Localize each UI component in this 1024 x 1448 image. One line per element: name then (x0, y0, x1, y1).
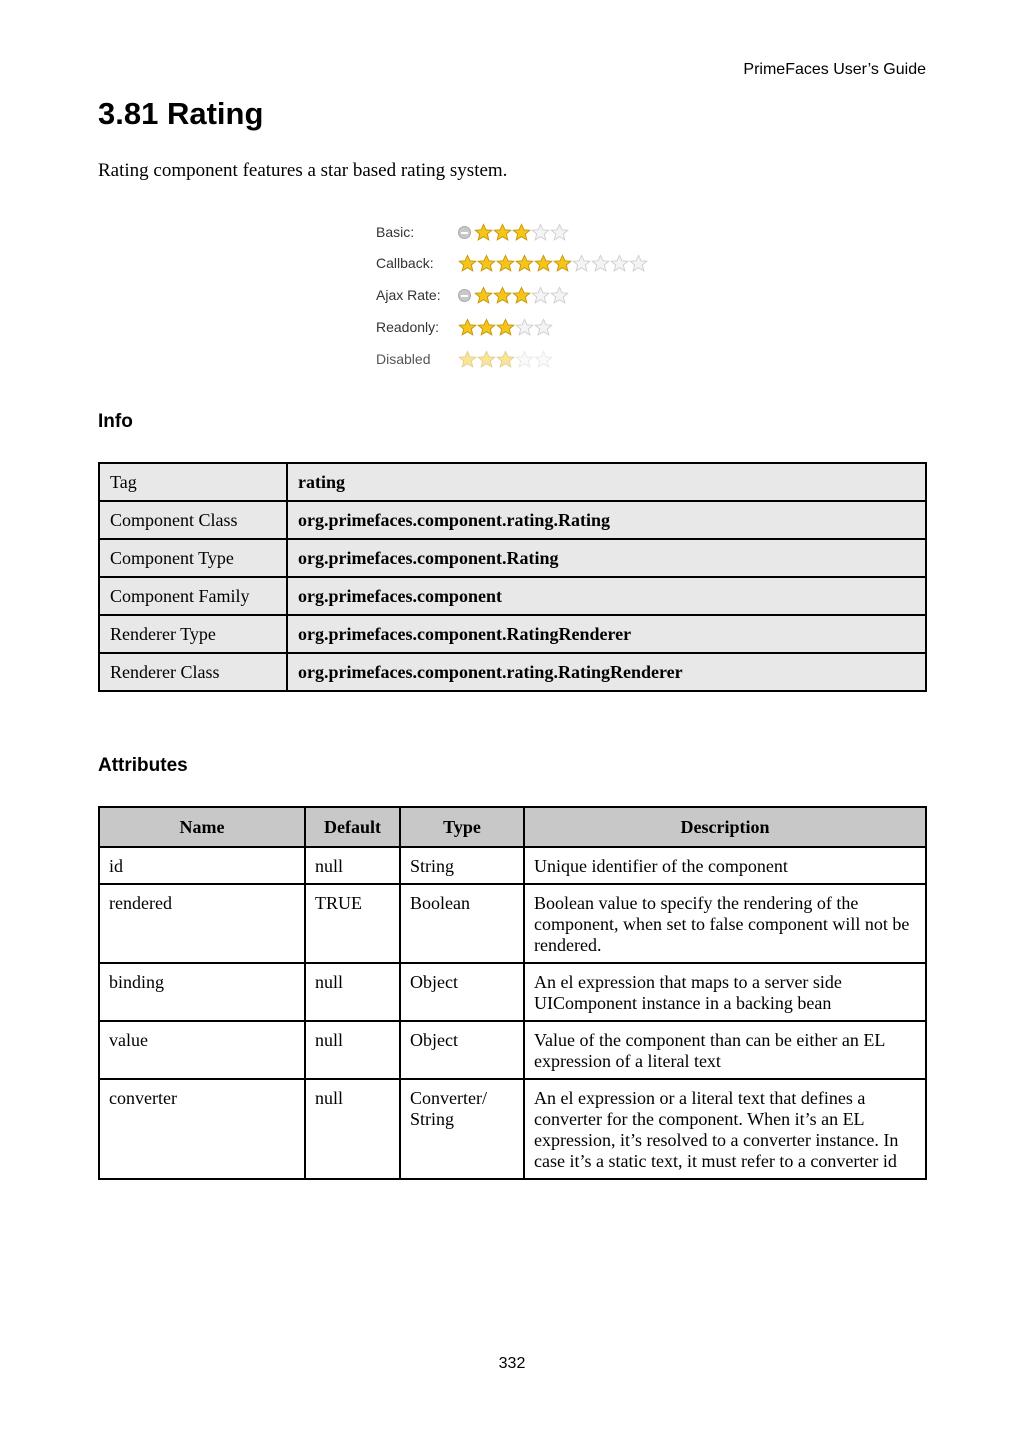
star-filled-icon (496, 318, 515, 337)
info-key: Renderer Class (99, 653, 287, 691)
attr-name: binding (99, 963, 305, 1021)
attr-default: null (305, 847, 400, 884)
info-key: Renderer Type (99, 615, 287, 653)
attr-type: Object (400, 1021, 524, 1079)
info-key: Component Class (99, 501, 287, 539)
demo-row-ajax-rate (376, 281, 569, 309)
info-heading: Info (98, 411, 133, 432)
star-filled-icon[interactable] (515, 254, 534, 273)
info-value: org.primefaces.component.rating.RatingRenderer (287, 653, 926, 691)
attributes-heading: Attributes (98, 755, 188, 776)
demo-label: Basic: (376, 224, 415, 240)
attr-name: converter (99, 1079, 305, 1179)
star-empty-icon[interactable] (629, 254, 648, 273)
cancel-rating-icon[interactable] (458, 226, 471, 239)
attr-default: null (305, 1021, 400, 1079)
info-value: org.primefaces.component (287, 577, 926, 615)
info-key: Tag (99, 463, 287, 501)
table-row (99, 539, 926, 577)
star-filled-icon[interactable] (512, 286, 531, 305)
demo-label: Disabled (376, 351, 431, 367)
star-group (458, 318, 553, 337)
info-value: rating (287, 463, 926, 501)
attr-description: Boolean value to specify the rendering of the component, when set to false component will not be rendered. (524, 884, 926, 963)
star-filled-icon (496, 350, 515, 369)
star-filled-icon[interactable] (493, 286, 512, 305)
demo-label: Ajax Rate: (376, 287, 441, 303)
star-filled-icon[interactable] (496, 254, 515, 273)
table-row (99, 463, 926, 501)
star-filled-icon[interactable] (458, 254, 477, 273)
star-empty-icon[interactable] (531, 223, 550, 242)
star-empty-icon[interactable] (572, 254, 591, 273)
attr-description: Value of the component than can be either an EL expression of a literal text (524, 1021, 926, 1079)
attr-name: value (99, 1021, 305, 1079)
info-value: org.primefaces.component.Rating (287, 539, 926, 577)
star-empty-icon[interactable] (550, 286, 569, 305)
attr-default: null (305, 1079, 400, 1179)
star-group[interactable] (458, 254, 648, 273)
attr-description: An el expression that maps to a server side UIComponent instance in a backing bean (524, 963, 926, 1021)
demo-row-readonly (376, 313, 553, 341)
table-row (99, 653, 926, 691)
star-empty-icon (515, 350, 534, 369)
star-filled-icon[interactable] (553, 254, 572, 273)
star-filled-icon (458, 350, 477, 369)
info-key: Component Family (99, 577, 287, 615)
intro-text: Rating component features a star based rating system. (98, 160, 508, 181)
star-empty-icon (534, 350, 553, 369)
attr-default: null (305, 963, 400, 1021)
attr-type: Converter/ String (400, 1079, 524, 1179)
attributes-table (98, 806, 927, 1180)
table-row (99, 615, 926, 653)
star-filled-icon[interactable] (534, 254, 553, 273)
table-row (99, 847, 926, 884)
attr-default: TRUE (305, 884, 400, 963)
demo-label: Readonly: (376, 319, 440, 335)
info-value: org.primefaces.component.rating.Rating (287, 501, 926, 539)
star-group[interactable] (458, 223, 569, 242)
attr-type: String (400, 847, 524, 884)
column-header-description: Description (524, 807, 926, 847)
star-filled-icon[interactable] (493, 223, 512, 242)
table-header-row (99, 807, 926, 847)
star-filled-icon (477, 350, 496, 369)
star-group (458, 350, 553, 369)
star-filled-icon[interactable] (512, 223, 531, 242)
running-header: PrimeFaces User’s Guide (743, 61, 926, 78)
star-group[interactable] (458, 286, 569, 305)
star-empty-icon[interactable] (550, 223, 569, 242)
demo-row-callback (376, 249, 648, 277)
attr-type: Object (400, 963, 524, 1021)
star-empty-icon (534, 318, 553, 337)
table-row (99, 501, 926, 539)
info-table (98, 462, 927, 692)
attr-description: Unique identifier of the component (524, 847, 926, 884)
demo-row-basic (376, 218, 569, 246)
star-empty-icon[interactable] (531, 286, 550, 305)
attr-type: Boolean (400, 884, 524, 963)
star-empty-icon[interactable] (610, 254, 629, 273)
demo-row-disabled (376, 345, 553, 373)
star-empty-icon (515, 318, 534, 337)
info-value: org.primefaces.component.RatingRenderer (287, 615, 926, 653)
page-number: 332 (498, 1355, 526, 1372)
star-empty-icon[interactable] (591, 254, 610, 273)
column-header-name: Name (99, 807, 305, 847)
cancel-rating-icon[interactable] (458, 289, 471, 302)
table-row (99, 884, 926, 963)
star-filled-icon[interactable] (474, 223, 493, 242)
attr-description: An el expression or a literal text that defines a converter for the component. When it’s an EL expression, it’s resolved to a converter instance. In case it’s a static text, it must refer to a converter id (524, 1079, 926, 1179)
star-filled-icon (477, 318, 496, 337)
table-row (99, 577, 926, 615)
section-title: 3.81 Rating (98, 96, 264, 131)
table-row (99, 1021, 926, 1079)
demo-label: Callback: (376, 255, 434, 271)
star-filled-icon (458, 318, 477, 337)
attr-name: rendered (99, 884, 305, 963)
table-row (99, 963, 926, 1021)
star-filled-icon[interactable] (474, 286, 493, 305)
attr-name: id (99, 847, 305, 884)
info-key: Component Type (99, 539, 287, 577)
column-header-type: Type (400, 807, 524, 847)
star-filled-icon[interactable] (477, 254, 496, 273)
table-row (99, 1079, 926, 1179)
column-header-default: Default (305, 807, 400, 847)
